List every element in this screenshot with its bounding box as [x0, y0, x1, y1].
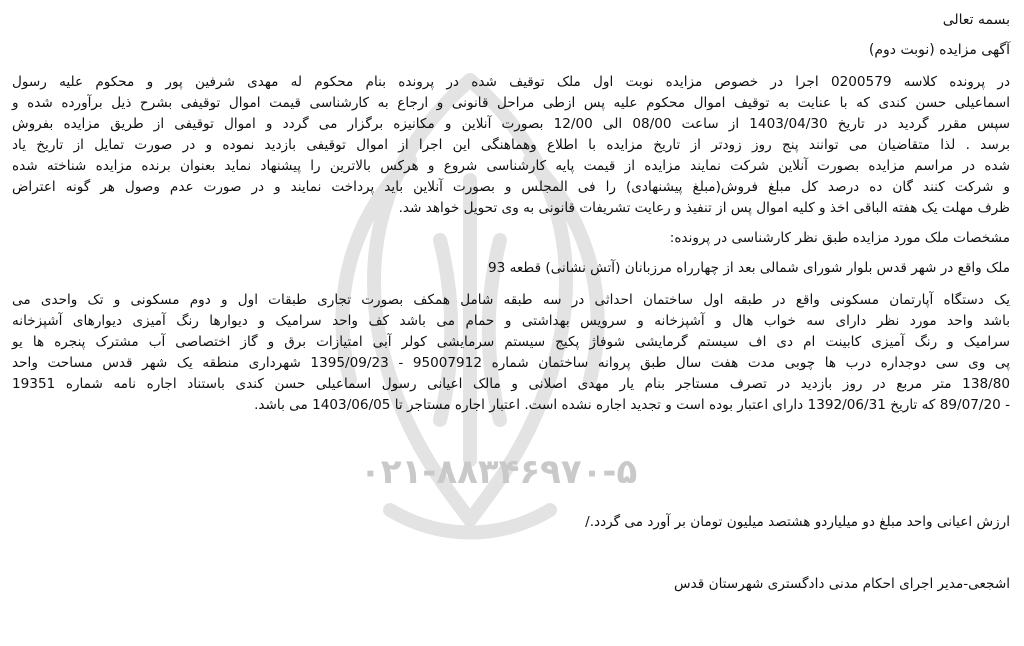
notice-title: آگهی مزایده (نوبت دوم)	[868, 42, 1010, 58]
specs-heading: مشخصات ملک مورد مزایده طبق نظر کارشناسی در پرونده:	[669, 230, 1010, 246]
paragraph1-line: سپس مقرر گردید در تاریخ 1403/04/30 از ساعت 08/00 الی 12/00 بصورت آنلاین و مکانیزه برگزار می گردد و اموال توقیفی از طریق مزایده بفروش	[12, 116, 1010, 132]
paragraph1-line: و شرکت کنند گان ده درصد کل مبلغ فروش(مبلغ پیشنهادی) را فی المجلس و بصورت آنلاین باید پرداخت نمایند و در صورت عدم وصول هر گونه اعتراض	[12, 179, 1010, 195]
paragraph2-line: 138/80 متر مربع در روز بازدید در تصرف مستاجر بنام یار مهدی اصلانی و مالک اعیانی رسول اسماعیلی حسن کندی باستناد اجاره نامه شماره 19351	[12, 376, 1010, 392]
paragraph1-line: ظرف مهلت یک هفته الباقی اخذ و کلیه اموال پس از تنفیذ و رعایت تشریفات قانونی به وی تحویل خواهد شد.	[398, 200, 1010, 216]
phone-watermark: ۰۲۱-۸۸۳۴۶۹۷۰-۵	[360, 452, 638, 492]
paragraph1-line: شده در مراسم مزایده بصورت آنلاین شرکت نمایند مزایده از قیمت پایه کارشناسی شروع و هرکس بالاترین را پیشنهاد نماید بعنوان برنده مزایده شناخته شده	[12, 158, 1010, 174]
paragraph1-line: در پرونده کلاسه 0200579 اجرا در خصوص مزایده نوبت اول ملک توقیف شده در پرونده بنام محکوم له مهدی شرفین پور و محکوم علیه رسول	[12, 74, 1010, 90]
paragraph2-line: سرامیک و رنگ آمیزی کابینت ام دی اف سیستم گرمایشی شوفاژ پکیج سیستم سرمایشی کولر آبی امتیازات برق و گاز اختصاصی آب مشترک پنجره ها یو	[12, 334, 1010, 350]
paragraph2-line: پی وی سی دوجداره درب ها چوبی مدت هفت سال طبق پروانه ساختمان شماره 95007912 - 1395/09/23 شهرداری منطقه یک شهر قدس مساحت واحد	[12, 355, 1010, 371]
basmala: بسمه تعالی	[942, 12, 1010, 28]
paragraph2-line: باشد واحد مورد نظر دارای سه خواب هال و آشپزخانه و سرویس بهداشتی و حمام می باشد کف واحد سرامیک و دیوارها رنگ آمیزی دیوارهای آشپزخانه	[12, 313, 1010, 329]
property-location: ملک واقع در شهر قدس بلوار شورای شمالی بعد از چهارراه مرزبانان (آتش نشانی) قطعه 93	[487, 260, 1010, 276]
paragraph2-line: - 89/07/20 که تاریخ 1392/06/31 دارای اعتبار بوده است و تجدید اجاره نشده است. اعتبار اجاره مستاجر تا 1403/06/05 می باشد.	[254, 397, 1010, 413]
paragraph1-line: برسد . لذا متقاضیان می توانند پنج روز زودتر از تاریخ مزایده با اطلاع وهماهنگی این اجرا از اموال توقیفی بازدید نموده و در صورت تمایل از تاریخ یاد	[12, 137, 1010, 153]
valuation-statement: ارزش اعیانی واحد مبلغ دو میلیاردو هشتصد میلیون تومان بر آورد می گردد./	[585, 514, 1010, 530]
paragraph2-line: یک دستگاه آپارتمان مسکونی واقع در طبقه اول ساختمان احداثی در سه طبقه شامل همکف بصورت تجاری طبقات اول و دوم مسکونی و تک واحدی می	[12, 292, 1010, 308]
paragraph1-line: اسماعیلی حسن کندی که با عنایت به توقیف اموال محکوم علیه پس ازطی مراحل قانونی و ارجاع به کارشناسی قیمت اموال توقیفی بشرح ذیل برآورده شده و	[12, 95, 1010, 111]
signature-line: اشجعی-مدیر اجرای احکام مدنی دادگستری شهرستان قدس	[674, 576, 1010, 592]
